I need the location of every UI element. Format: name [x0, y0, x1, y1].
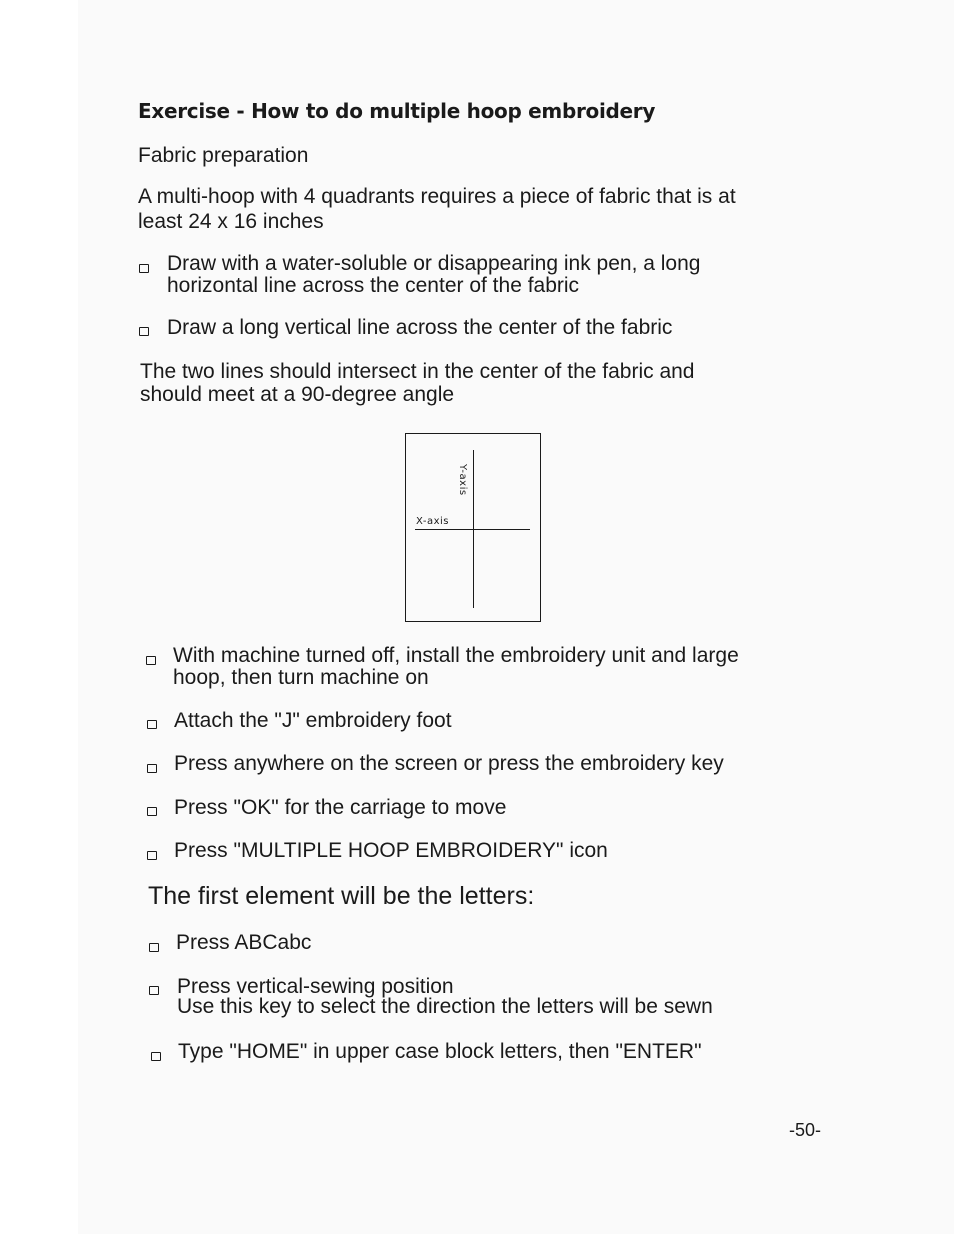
letter-step-2-line-1: Press vertical-sewing position — [177, 975, 454, 998]
intro-line-2: least 24 x 16 inches — [138, 210, 324, 233]
step-5: Press "MULTIPLE HOOP EMBROIDERY" icon — [174, 839, 608, 862]
step-1-line-1: With machine turned off, install the embroidery unit and large — [173, 644, 739, 667]
step-2: Attach the "J" embroidery foot — [174, 709, 452, 732]
x-axis-label: X-axis — [416, 516, 449, 527]
letter-step-1: Press ABCabc — [176, 931, 312, 954]
checkbox-bullet — [147, 764, 157, 773]
letter-step-3: Type "HOME" in upper case block letters, then "ENTER" — [178, 1040, 702, 1063]
subheading: Fabric preparation — [138, 144, 309, 167]
note-line-1: The two lines should intersect in the center of the fabric and — [140, 360, 695, 383]
checkbox-bullet — [151, 1052, 161, 1061]
checkbox-bullet — [147, 720, 157, 729]
section-title: The first element will be the letters: — [148, 882, 535, 910]
step-3: Press anywhere on the screen or press the embroidery key — [174, 752, 724, 775]
note-line-2: should meet at a 90-degree angle — [140, 383, 455, 406]
checkbox-bullet — [149, 943, 159, 952]
x-axis-line — [415, 529, 530, 530]
step-1-line-2: hoop, then turn machine on — [173, 666, 429, 689]
intro-line-1: A multi-hoop with 4 quadrants requires a piece of fabric that is at — [138, 185, 736, 208]
page-number: -50- — [789, 1120, 822, 1140]
y-axis-label: Y-axis — [457, 464, 468, 496]
checkbox-bullet — [139, 327, 149, 336]
prep-step-1-line-1: Draw with a water-soluble or disappearing ink pen, a long — [167, 252, 701, 275]
checkbox-bullet — [147, 851, 157, 860]
checkbox-bullet — [149, 986, 159, 995]
step-4: Press "OK" for the carriage to move — [174, 796, 507, 819]
prep-step-2: Draw a long vertical line across the center of the fabric — [167, 316, 673, 339]
checkbox-bullet — [146, 656, 156, 665]
letter-step-2-line-2: Use this key to select the direction the letters will be sewn — [177, 995, 713, 1018]
prep-step-1-line-2: horizontal line across the center of the fabric — [167, 274, 580, 297]
checkbox-bullet — [139, 264, 149, 273]
checkbox-bullet — [147, 807, 157, 816]
page-heading: Exercise - How to do multiple hoop embroidery — [138, 99, 656, 123]
